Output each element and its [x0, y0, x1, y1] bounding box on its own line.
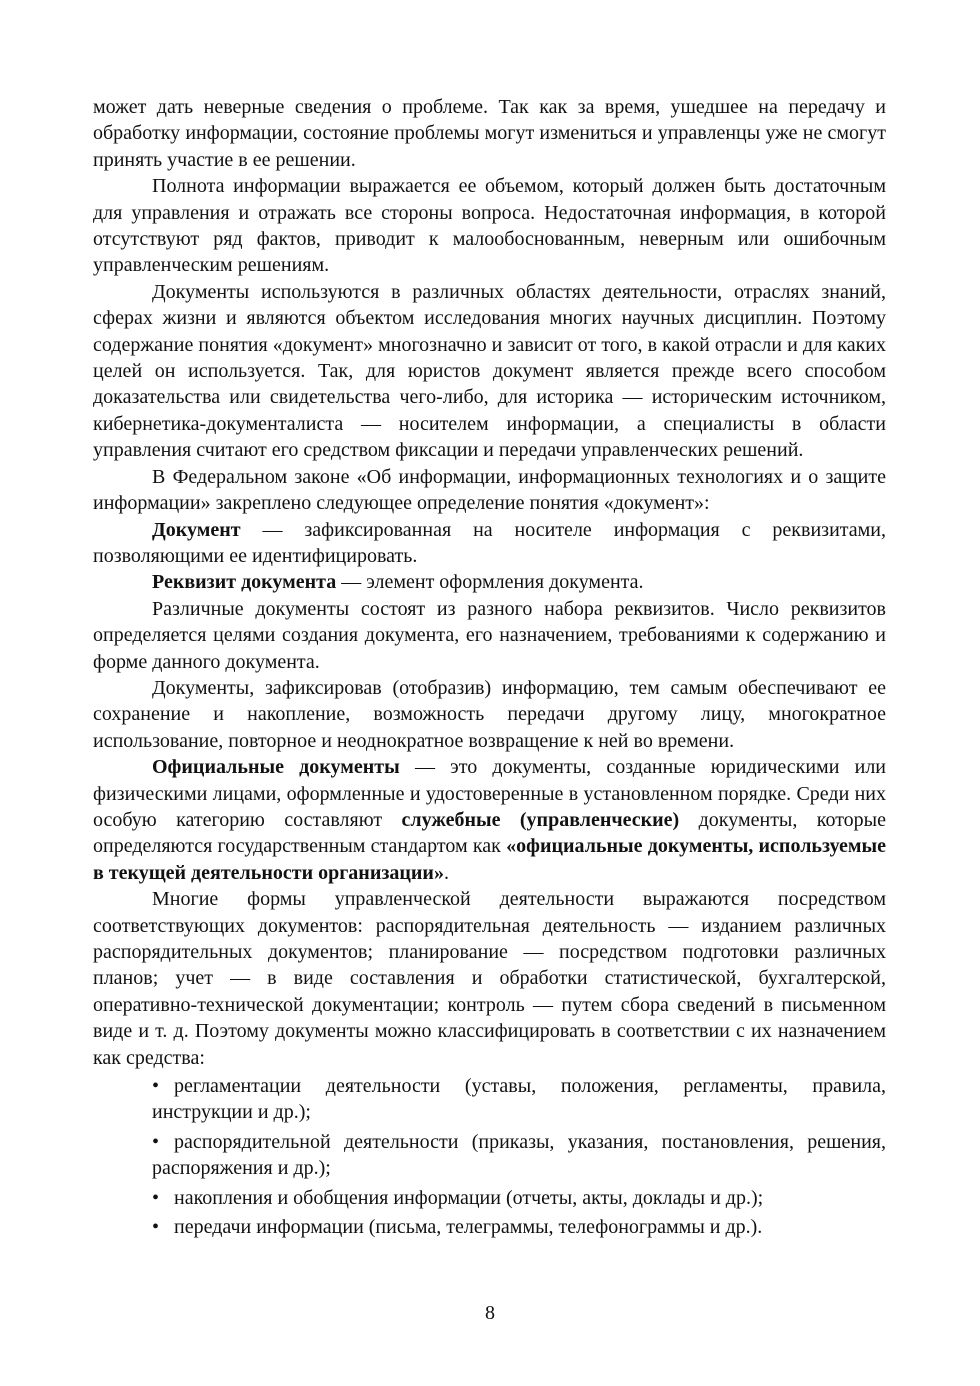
- list-item-text: накопления и обобщения информации (отчеты, акты, доклады и др.);: [174, 1186, 764, 1209]
- bullet-icon: •: [152, 1130, 160, 1153]
- paragraph-8: Документы, зафиксировав (отобразив) информацию, тем самым обеспечивают ее сохранение и накопление, возможность передачи другому лицу, многократное использование, повторное и неоднократное возвращение к ней во времени.: [93, 676, 886, 752]
- classification-list: [93, 1073, 886, 1240]
- list-item: [152, 1185, 886, 1211]
- paragraph-10: Многие формы управленческой деятельности выражаются посредством соответствующих документов: распорядительная деятельность — изданием различных распорядительных документов; планирование — посредством подготовки различных планов; учет — в виде составления и обработки статистической, бухгалтерской, оперативно-технической документации; контроль — путем сбора сведений в письменном виде и т. д. Поэтому документы можно классифицировать в соответствии с их назначением как средства:: [93, 888, 886, 1069]
- paragraph-4: В Федеральном законе «Об информации, информационных технологиях и о защите информации» закреплено следующее определение понятия «документ»:: [93, 465, 886, 515]
- page-number: 8: [485, 1302, 495, 1324]
- term-document: Документ: [152, 518, 241, 541]
- official-documents-text-1: — это документы, созданные юридическими или физическими лицами, оформленные и удостоверенные в установленном порядке. Среди них особую категорию составляют: [93, 756, 887, 831]
- paragraph-3: Документы используются в различных областях деятельности, отраслях знаний, сферах жизни и являются объектом исследования многих научных дисциплин. Поэтому содержание понятия «документ» многозначно и зависит от того, в какой отрасли и для каких целей он используется. Так, для юристов документ является прежде всего способом доказательства или свидетельства чего-либо, для историка — историческим источником, кибернетика-документалиста — носителем информации, а специалисты в области управления считают его средством фиксации и передачи управленческих решений.: [93, 280, 886, 462]
- official-documents-text-2: документы, которые определяются государственным стандартом как: [93, 808, 886, 858]
- list-item: [152, 1073, 886, 1126]
- list-item: [152, 1214, 886, 1240]
- paragraph-7: Различные документы состоят из разного набора реквизитов. Число реквизитов определяется целями создания документа, его назначением, требованиями к содержанию и форме данного документа.: [93, 597, 886, 673]
- bullet-icon: •: [152, 1075, 160, 1098]
- definition-requisite-text: — элемент оформления документа.: [336, 571, 644, 594]
- bullet-icon: •: [152, 1216, 160, 1239]
- list-item-text: передачи информации (письма, телеграммы, телефонограммы и др.).: [174, 1216, 763, 1239]
- definition-requisite: [93, 569, 886, 595]
- bullet-icon: •: [152, 1186, 160, 1209]
- term-requisite: Реквизит документа: [152, 571, 337, 594]
- term-service-documents: служебные (управленческие): [401, 808, 680, 831]
- page-body: [93, 94, 886, 1243]
- list-item-text: регламентации деятельности (уставы, положения, регламенты, правила, инструкции и др.);: [152, 1075, 886, 1124]
- definition-document: [93, 517, 886, 570]
- list-item-text: распорядительной деятельности (приказы, указания, постановления, решения, распоряжения и др.);: [152, 1130, 886, 1180]
- paragraph-1: может дать неверные сведения о проблеме. Так как за время, ушедшее на передачу и обработку информации, состояние проблемы могут измениться и управленцы уже не смогут принять участие в ее решении.: [93, 96, 886, 171]
- term-official-documents: Официальные документы: [152, 756, 400, 779]
- paragraph-2: Полнота информации выражается ее объемом, который должен быть достаточным для управления и отражать все стороны вопроса. Недостаточная информация, в которой отсутствуют ряд фактов, приводит к малообоснованным, неверным или ошибочным управленческим решениям.: [93, 175, 886, 277]
- definition-document-text: — зафиксированная на носителе информация с реквизитами, позволяющими ее идентифицировать.: [93, 518, 886, 567]
- official-documents-text-3: .: [443, 861, 449, 884]
- term-standard-definition: «официальные документы, используемые в текущей деятельности организации»: [93, 835, 886, 884]
- definition-official-documents: [93, 754, 886, 886]
- list-item: [152, 1129, 886, 1182]
